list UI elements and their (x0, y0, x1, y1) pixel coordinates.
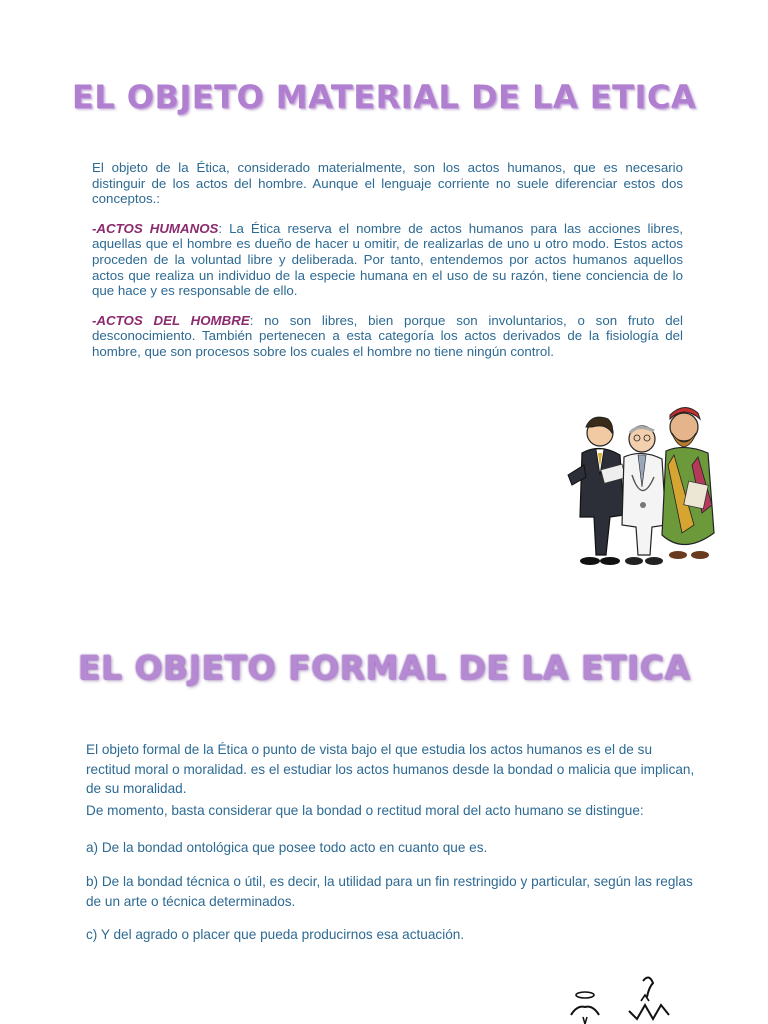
section2-item-c: c) Y del agrado o placer que pueda producirnos esa actuación. (86, 927, 465, 943)
angel-figure (571, 992, 599, 1024)
man-right-figure (662, 407, 714, 559)
section2-body (86, 740, 696, 945)
term-actos-humanos: -ACTOS HUMANOS (92, 220, 219, 236)
section2-item-b: b) De la bondad técnica o útil, es decir, la utilidad para un fin restringido y particular, según las reglas de un arte o técnica determinados. (86, 873, 693, 909)
section1-title: EL OBJETO MATERIAL DE LA ETICA (71, 78, 697, 116)
angel-devil-illustration (525, 975, 705, 1024)
section1-intro: El objeto de la Ética, considerado materialmente, son los actos humanos, que es necesario distinguir de los actos del hombre. Aunque el lenguaje corriente no suele diferenciar estos dos conceptos.: (92, 160, 683, 207)
section1-body (92, 160, 683, 374)
section2-item-a: a) De la bondad ontológica que posee todo acto en cuanto que es. (86, 840, 488, 856)
section2-p2: De momento, basta considerar que la bondad o rectitud moral del acto humano se distingue: (86, 802, 644, 818)
actos-del-hombre-text: : no son libres, bien porque son involuntarios, o son fruto del desconocimiento. También pertenecen a esta categoría los actos derivados de la fisiología del hombre, que son procesos sobre los cuales el hombre no tiene ningún control. (92, 312, 683, 359)
section1-actos-humanos (92, 221, 683, 299)
man-middle-figure (622, 426, 666, 565)
man-left-figure (568, 417, 626, 565)
term-actos-del-hombre: -ACTOS DEL HOMBRE (92, 312, 250, 328)
three-men-illustration (562, 405, 732, 570)
section2-p1: El objeto formal de la Ética o punto de vista bajo el que estudia los actos humanos es el de su rectitud moral o moralidad. es el estudiar los actos humanos desde la bondad o malicia que implican, de su moralidad. (86, 742, 695, 797)
actos-humanos-text: : La Ética reserva el nombre de actos humanos para las acciones libres, aquellas que el hombre es dueño de hacer u omitir, de realizarlas de uno u otro modo. Estos actos proceden de la voluntad libre y deliberada. Por tanto, entendemos por actos humanos aquellos actos que realiza un individuo de la especie humana en el uso de su razón, tiene conciencia de lo que hace y es responsable de ello. (92, 220, 683, 299)
section2-title: EL OBJETO FORMAL DE LA ETICA (77, 648, 691, 687)
section1-actos-del-hombre (92, 313, 683, 360)
devil-figure (629, 977, 669, 1019)
